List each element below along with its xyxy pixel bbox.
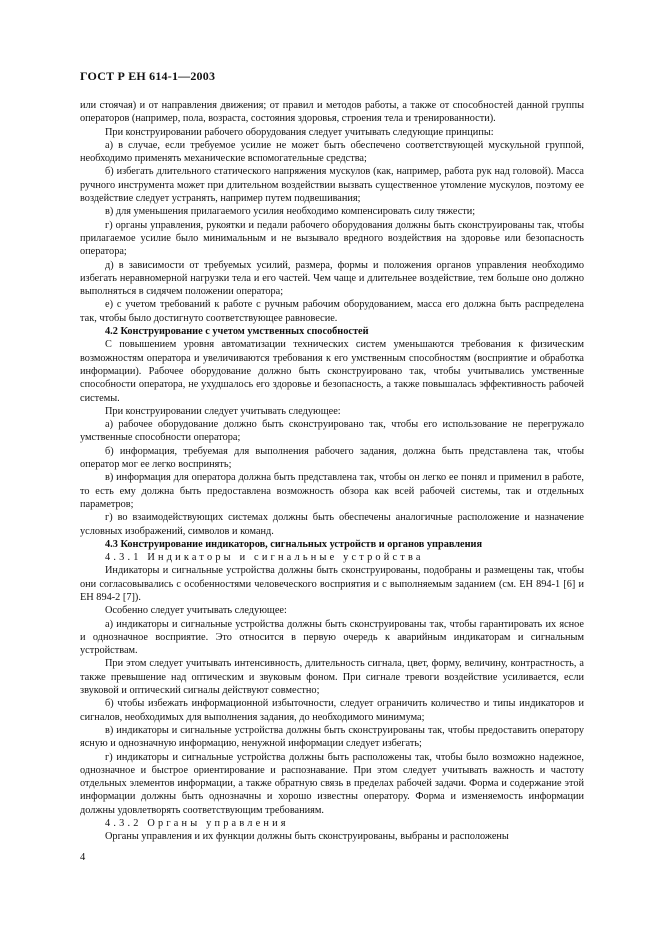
list-item: в) информация для оператора должна быть представлена так, чтобы он легко ее понял и применил в работе, то есть ему должна быть предоставлена возможность обзора как всей рабочей системы, так и отдельных параметров; xyxy=(80,472,584,510)
document-body xyxy=(80,99,584,844)
list-item: г) во взаимодействующих системах должны быть обеспечены аналогичные расположение и назначение условных изображений, символов и команд. xyxy=(80,512,584,537)
paragraph: Органы управления и их функции должны быть сконструированы, выбраны и расположены xyxy=(105,831,509,843)
list-item: а) индикаторы и сигнальные устройства должны быть сконструированы так, чтобы гарантировать их ясное и однозначное восприятие. Это относится в первую очередь к аварийным индикаторам и сигнальным устройствам. xyxy=(80,618,584,657)
paragraph: или стоячая) и от направления движения; от правил и методов работы, а также от способностей данной группы операторов (например, пола, возраста, состояния здоровья, строения тела и тренированности). xyxy=(80,100,584,125)
paragraph: При этом следует учитывать интенсивность, длительность сигнала, цвет, форму, величину, контрастность, а также превышение над оптическим и звуковым фоном. При сигнале тревоги воздействие усиливается, если звуковой и оптический сигналы действуют совместно; xyxy=(80,658,584,697)
paragraph: При конструировании рабочего оборудования следует учитывать следующие принципы: xyxy=(105,126,494,138)
list-item: в) для уменьшения прилагаемого усилия необходимо компенсировать силу тяжести; xyxy=(105,206,476,218)
list-item: б) информация, требуемая для выполнения рабочего задания, должна быть представлена так, чтобы оператор мог ее легко воспринять; xyxy=(80,445,584,471)
section-heading-4-2: 4.2 Конструирование с учетом умственных способностей xyxy=(105,326,369,338)
paragraph: Особенно следует учитывать следующее: xyxy=(105,605,287,617)
list-item: а) рабочее оборудование должно быть сконструировано так, чтобы его использование не перегружало умственные способности оператора; xyxy=(80,419,584,444)
page-number: 4 xyxy=(80,852,86,863)
list-item: а) в случае, если требуемое усилие не может быть обеспечено соответствующей мускульной группой, необходимо применять механические вспомогательные средства; xyxy=(80,139,584,165)
list-item: б) избегать длительного статического напряжения мускулов (как, например, работа рук над головой). Масса ручного инструмента может при длительном воздействии вызвать существенное утомление мускулов, поэтому ее воздействие следует устранять, например путем подвешивания; xyxy=(80,166,584,205)
list-item: б) чтобы избежать информационной избыточности, следует ограничить количество и типы индикаторов и сигналов, необходимых для выполнения задания, до необходимого минимума; xyxy=(80,698,584,723)
list-item: д) в зависимости от требуемых усилий, размера, формы и положения органов управления необходимо избегать неравномерной нагрузки тела и его частей. Чем чаще и длительнее воздействие, тем больше оно должно выполняться в сидячем положении оператора; xyxy=(80,259,584,298)
paragraph: При конструировании следует учитывать следующее: xyxy=(105,405,341,417)
list-item: г) органы управления, рукоятки и педали рабочего оборудования должны быть сконструированы так, чтобы прилагаемое усилие было минимальным и не вызывало вредного воздействия на здоровье или безопасность оператора; xyxy=(80,219,584,258)
paragraph: С повышением уровня автоматизации технических систем уменьшаются требования к физическим возможностям оператора и увеличиваются требования к его умственным способностям (восприятие и обработка информации). Рабочее оборудование должно быть сконструировано так, чтобы учитывались умственные способности оператора, не ухудшалось его здоровье и безопасность, а также повышалась эффективность рабочей системы. xyxy=(80,339,584,404)
paragraph: Индикаторы и сигнальные устройства должны быть сконструированы, подобраны и размещены так, чтобы они согласовывались с особенностями человеческого восприятия и с выполняемым заданием (см. ЕН 894-1 [6] и ЕН 894-2 [7]). xyxy=(80,565,584,603)
section-heading-4-3: 4.3 Конструирование индикаторов, сигнальных устройств и органов управления xyxy=(105,538,483,550)
list-item: е) с учетом требований к работе с ручным рабочим оборудованием, масса его должна быть распределена так, чтобы было достигнуто соответствующее равновесие. xyxy=(80,299,584,324)
subsection-heading-4-3-2: 4.3.2 Органы управления xyxy=(105,818,289,830)
list-item: в) индикаторы и сигнальные устройства должны быть сконструированы так, чтобы предоставить оператору ясную и однозначную информацию, ненужной информации следует избегать; xyxy=(80,724,584,750)
list-item: г) индикаторы и сигнальные устройства должны быть расположены так, чтобы было возможно надежное, однозначное и быстрое ориентирование и распознавание. При этом следует учитывать важность и частоту отдельных элементов информации, а также обратную связь в пределах рабочей задачи. Форма и содержание этой информации должны быть однозначны и хорошо известны оператору. Форма и изменяемость информации должны удовлетворять соответствующим требованиям. xyxy=(80,751,584,816)
subsection-heading-4-3-1: 4.3.1 Индикаторы и сигнальные устройства xyxy=(105,552,424,564)
document-header: ГОСТ Р ЕН 614-1—2003 xyxy=(80,69,216,83)
